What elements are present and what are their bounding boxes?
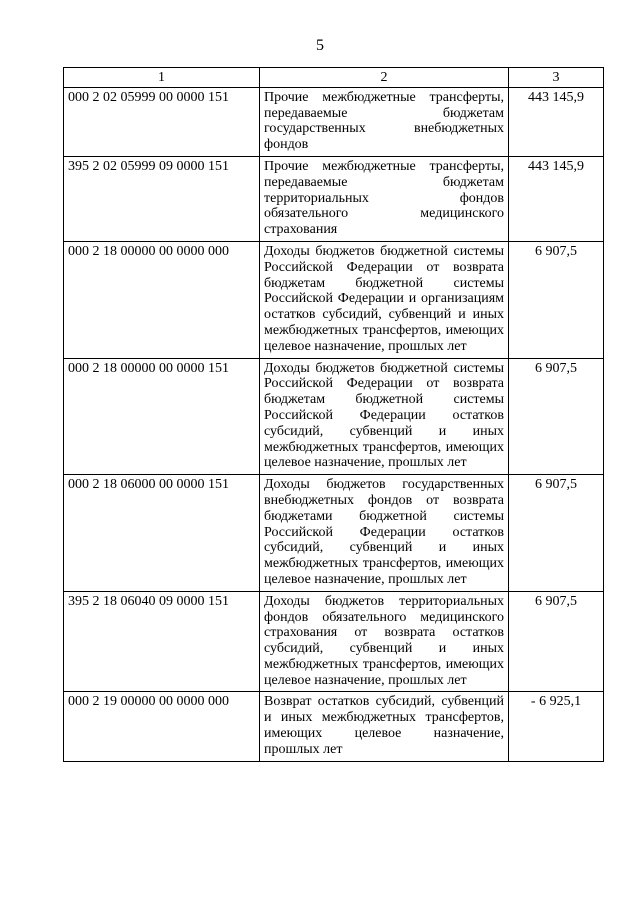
row-code: 395 2 02 05999 09 0000 151 [64,156,260,241]
row-name: Доходы бюджетов территориальных фондов обязательного медицинского страхования от возврата остатков субсидий, субвенций и иных межбюджетных трансфертов, имеющих целевое назначение, прошлых лет [260,591,509,692]
row-amount: 6 907,5 [509,475,604,592]
row-amount: - 6 925,1 [509,692,604,761]
column-header-amount: 3 [509,68,604,88]
row-amount: 6 907,5 [509,358,604,475]
column-header-code: 1 [64,68,260,88]
page-number: 5 [316,37,324,54]
budget-table [63,67,604,762]
table-row [64,87,604,156]
row-name: Доходы бюджетов бюджетной системы Российской Федерации от возврата бюджетам бюджетной системы Российской Федерации и организациям остатков субсидий, субвенций и иных межбюджетных трансфертов, имеющих целевое назначение, прошлых лет [260,241,509,358]
table-row [64,241,604,358]
row-name: Прочие межбюджетные трансферты, передаваемые бюджетам территориальных фондов обязательного медицинского страхования [260,156,509,241]
table-header-row [64,68,604,88]
row-amount: 443 145,9 [509,87,604,156]
row-code: 000 2 18 00000 00 0000 000 [64,241,260,358]
row-amount: 6 907,5 [509,241,604,358]
table-row [64,475,604,592]
table-row [64,591,604,692]
row-code: 000 2 18 06000 00 0000 151 [64,475,260,592]
table-row [64,156,604,241]
row-name: Возврат остатков субсидий, субвенций и иных межбюджетных трансфертов, имеющих целевое назначение, прошлых лет [260,692,509,761]
table-row [64,692,604,761]
row-amount: 443 145,9 [509,156,604,241]
table-row [64,358,604,475]
row-name: Прочие межбюджетные трансферты, передаваемые бюджетам государственных внебюджетных фондов [260,87,509,156]
row-name: Доходы бюджетов государственных внебюджетных фондов от возврата бюджетами бюджетной системы Российской Федерации остатков субсидий, субвенций и иных межбюджетных трансфертов, имеющих целевое назначение, прошлых лет [260,475,509,592]
row-name: Доходы бюджетов бюджетной системы Российской Федерации от возврата бюджетам бюджетной системы Российской Федерации остатков субсидий, субвенций и иных межбюджетных трансфертов, имеющих целевое назначение, прошлых лет [260,358,509,475]
column-header-name: 2 [260,68,509,88]
row-code: 000 2 19 00000 00 0000 000 [64,692,260,761]
row-code: 000 2 02 05999 00 0000 151 [64,87,260,156]
row-amount: 6 907,5 [509,591,604,692]
row-code: 395 2 18 06040 09 0000 151 [64,591,260,692]
row-code: 000 2 18 00000 00 0000 151 [64,358,260,475]
